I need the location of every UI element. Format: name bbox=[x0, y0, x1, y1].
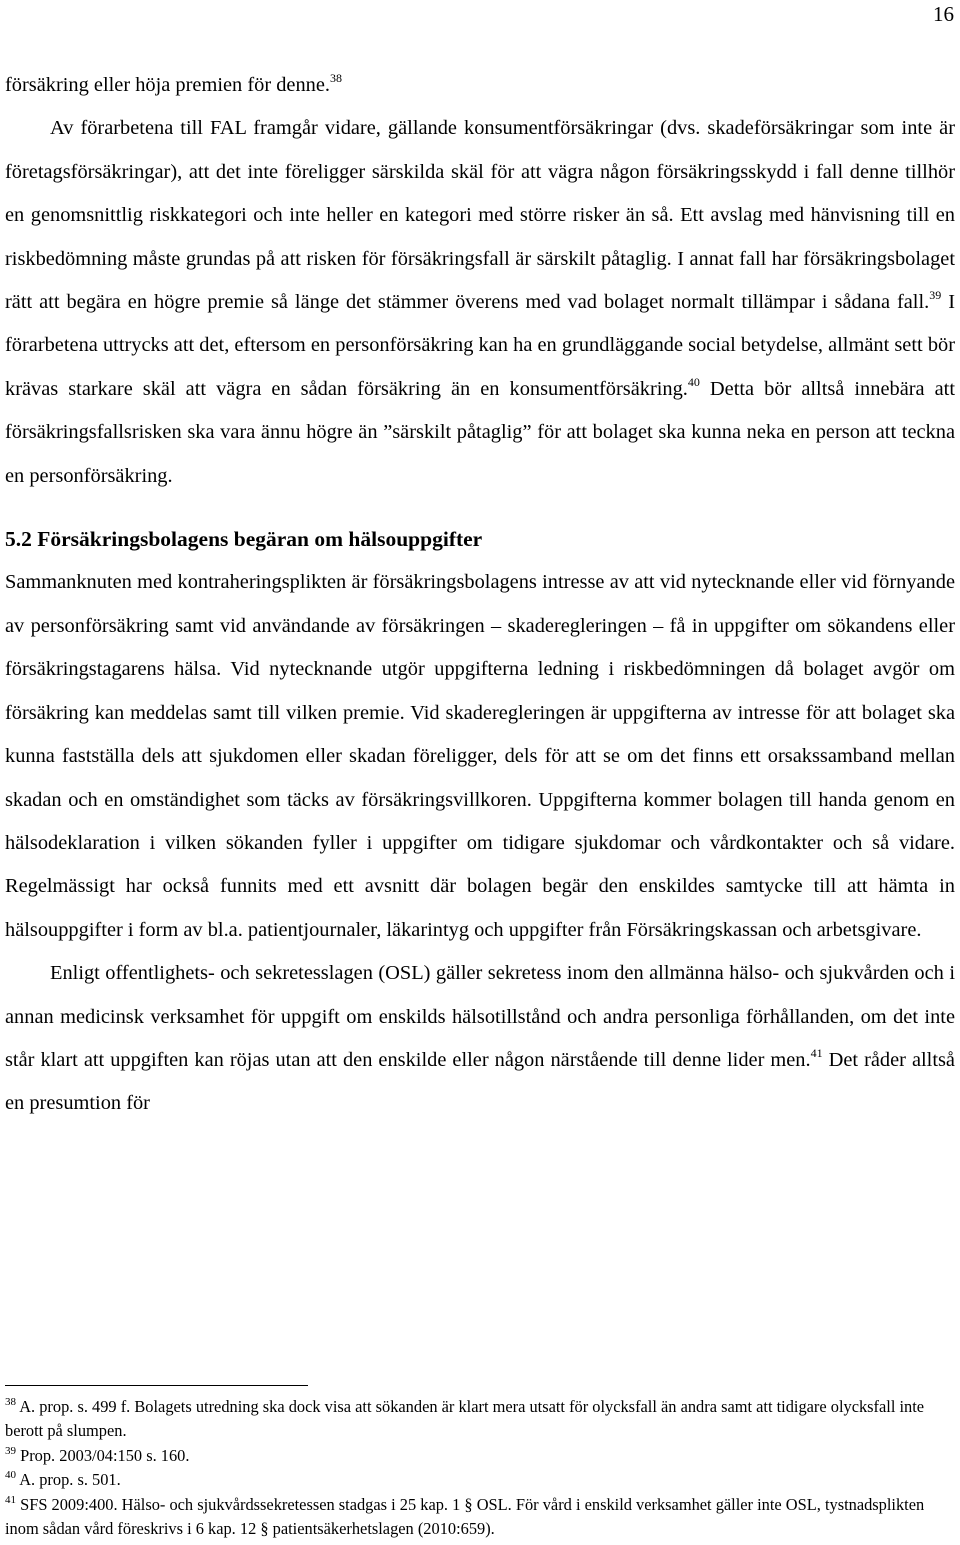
paragraph-text: Av förarbetena till FAL framgår vidare, gällande konsumentförsäkringar (dvs. skadeförsäkringar som inte är företagsförsäkringar), att det inte föreligger särskilda skäl för att vägra någon försäkringsskydd i fall denne tillhör en genomsnittlig riskkategori och inte heller en kategori med större risker än så. Ett avslag med hänvisning till en riskbedömning måste grundas på att risken för försäkringsfall är särskilt påtaglig. I annat fall har försäkringsbolaget rätt att begära en högre premie så länge det stämmer överens med vad bolaget normalt tillämpar i sådana fall. bbox=[5, 117, 955, 314]
paragraph-continued bbox=[5, 64, 955, 107]
footnote-ref-40: 40 bbox=[687, 374, 700, 389]
footnote-text: SFS 2009:400. Hälso- och sjukvårdssekretessen stadgas i 25 kap. 1 § OSL. För vård i enskild verksamhet gäller inte OSL, tystnadsplikten inom sådan vård föreskrivs i 6 kap. 12 § patientsäkerhetslagen (2010:659). bbox=[5, 1494, 925, 1539]
section-heading: 5.2 Försäkringsbolagens begäran om hälsouppgifter bbox=[5, 527, 483, 552]
main-text bbox=[5, 64, 955, 1126]
paragraph-text: försäkring eller höja premien för denne. bbox=[5, 74, 330, 96]
footnote-text: A. prop. s. 499 f. Bolagets utredning ska dock visa att sökanden är klart mera utsatt för olycksfall än andra samt att tidigare olycksfall inte berott på slumpen. bbox=[5, 1397, 925, 1441]
footnote-40 bbox=[5, 1468, 945, 1492]
footnote-ref-39: 39 bbox=[929, 288, 942, 303]
footnote-39 bbox=[5, 1444, 945, 1468]
footnote-text: A. prop. s. 501. bbox=[16, 1470, 121, 1490]
page-number: 16 bbox=[933, 2, 954, 26]
footnote-38 bbox=[5, 1395, 945, 1444]
footnote-number: 39 bbox=[5, 1444, 16, 1457]
paragraph-text: I förarbetena uttrycks att det, eftersom en personförsäkring kan ha en grundläggande social betydelse, allmänt sett bör krävas starkare skäl att vägra en sådan försäkring än en konsumentförsäkring. bbox=[5, 291, 956, 400]
footnote-separator bbox=[5, 1385, 308, 1386]
footnote-ref-38: 38 bbox=[330, 71, 342, 85]
footnote-ref-41: 41 bbox=[810, 1045, 823, 1060]
paragraph-text: Enligt offentlighets- och sekretesslagen (OSL) gäller sekretess inom den allmänna hälso- och sjukvården och i annan medicinsk verksamhet för uppgift om enskilds hälsotillstånd och andra personliga förhållanden, om det inte står klart att uppgiften kan röjas utan att den enskilde eller någon närstående till denne lider men. bbox=[5, 962, 955, 1071]
paragraph-health-information: Sammanknuten med kontraheringsplikten är försäkringsbolagens intresse av att vid nytecknande eller vid förnyande av personförsäkring samt vid användande av försäkringen – skaderegleringen – få in uppgifter om sökandens eller försäkringstagarens hälsa. Vid nytecknande utgör uppgifterna ledning i riskbedömningen då bolaget avgör om försäkring kan meddelas samt till vilken premie. Vid skaderegleringen är uppgifterna av intresse för att bolaget ska kunna fastställa dels att sjukdomen eller skadan föreligger, dels för att se om det finns ett orsakssamband mellan skadan och en omständighet som täcks av försäkringsvillkoren. Uppgifterna kommer bolagen till handa genom en hälsodeklaration i vilken sökanden fyller i uppgifter om tidigare sjukdomar och vårdkontakter och så vidare. Regelmässigt har också funnits med ett avsnitt där bolagen begär den enskildes samtycke till att hämta in hälsouppgifter i form av bl.a. patientjournaler, läkarintyg och uppgifter från Försäkringskassan och arbetsgivare. bbox=[5, 571, 955, 941]
paragraph-fal-preparatory-works bbox=[5, 107, 955, 498]
footnote-number: 41 bbox=[5, 1493, 16, 1506]
footnote-text: Prop. 2003/04:150 s. 160. bbox=[16, 1445, 190, 1465]
footnotes bbox=[5, 1395, 945, 1541]
footnote-number: 40 bbox=[5, 1469, 16, 1482]
footnote-number: 38 bbox=[5, 1396, 16, 1408]
footnote-41 bbox=[5, 1493, 945, 1542]
paragraph-text: Detta bör alltså innebära att försäkringsfallsrisken ska vara ännu högre än ”särskilt påtaglig” för att bolaget ska kunna neka en person att teckna en personförsäkring. bbox=[5, 377, 955, 487]
paragraph-text: Det råder alltså en presumtion för bbox=[5, 1048, 955, 1115]
paragraph-secrecy-act bbox=[5, 952, 955, 1126]
